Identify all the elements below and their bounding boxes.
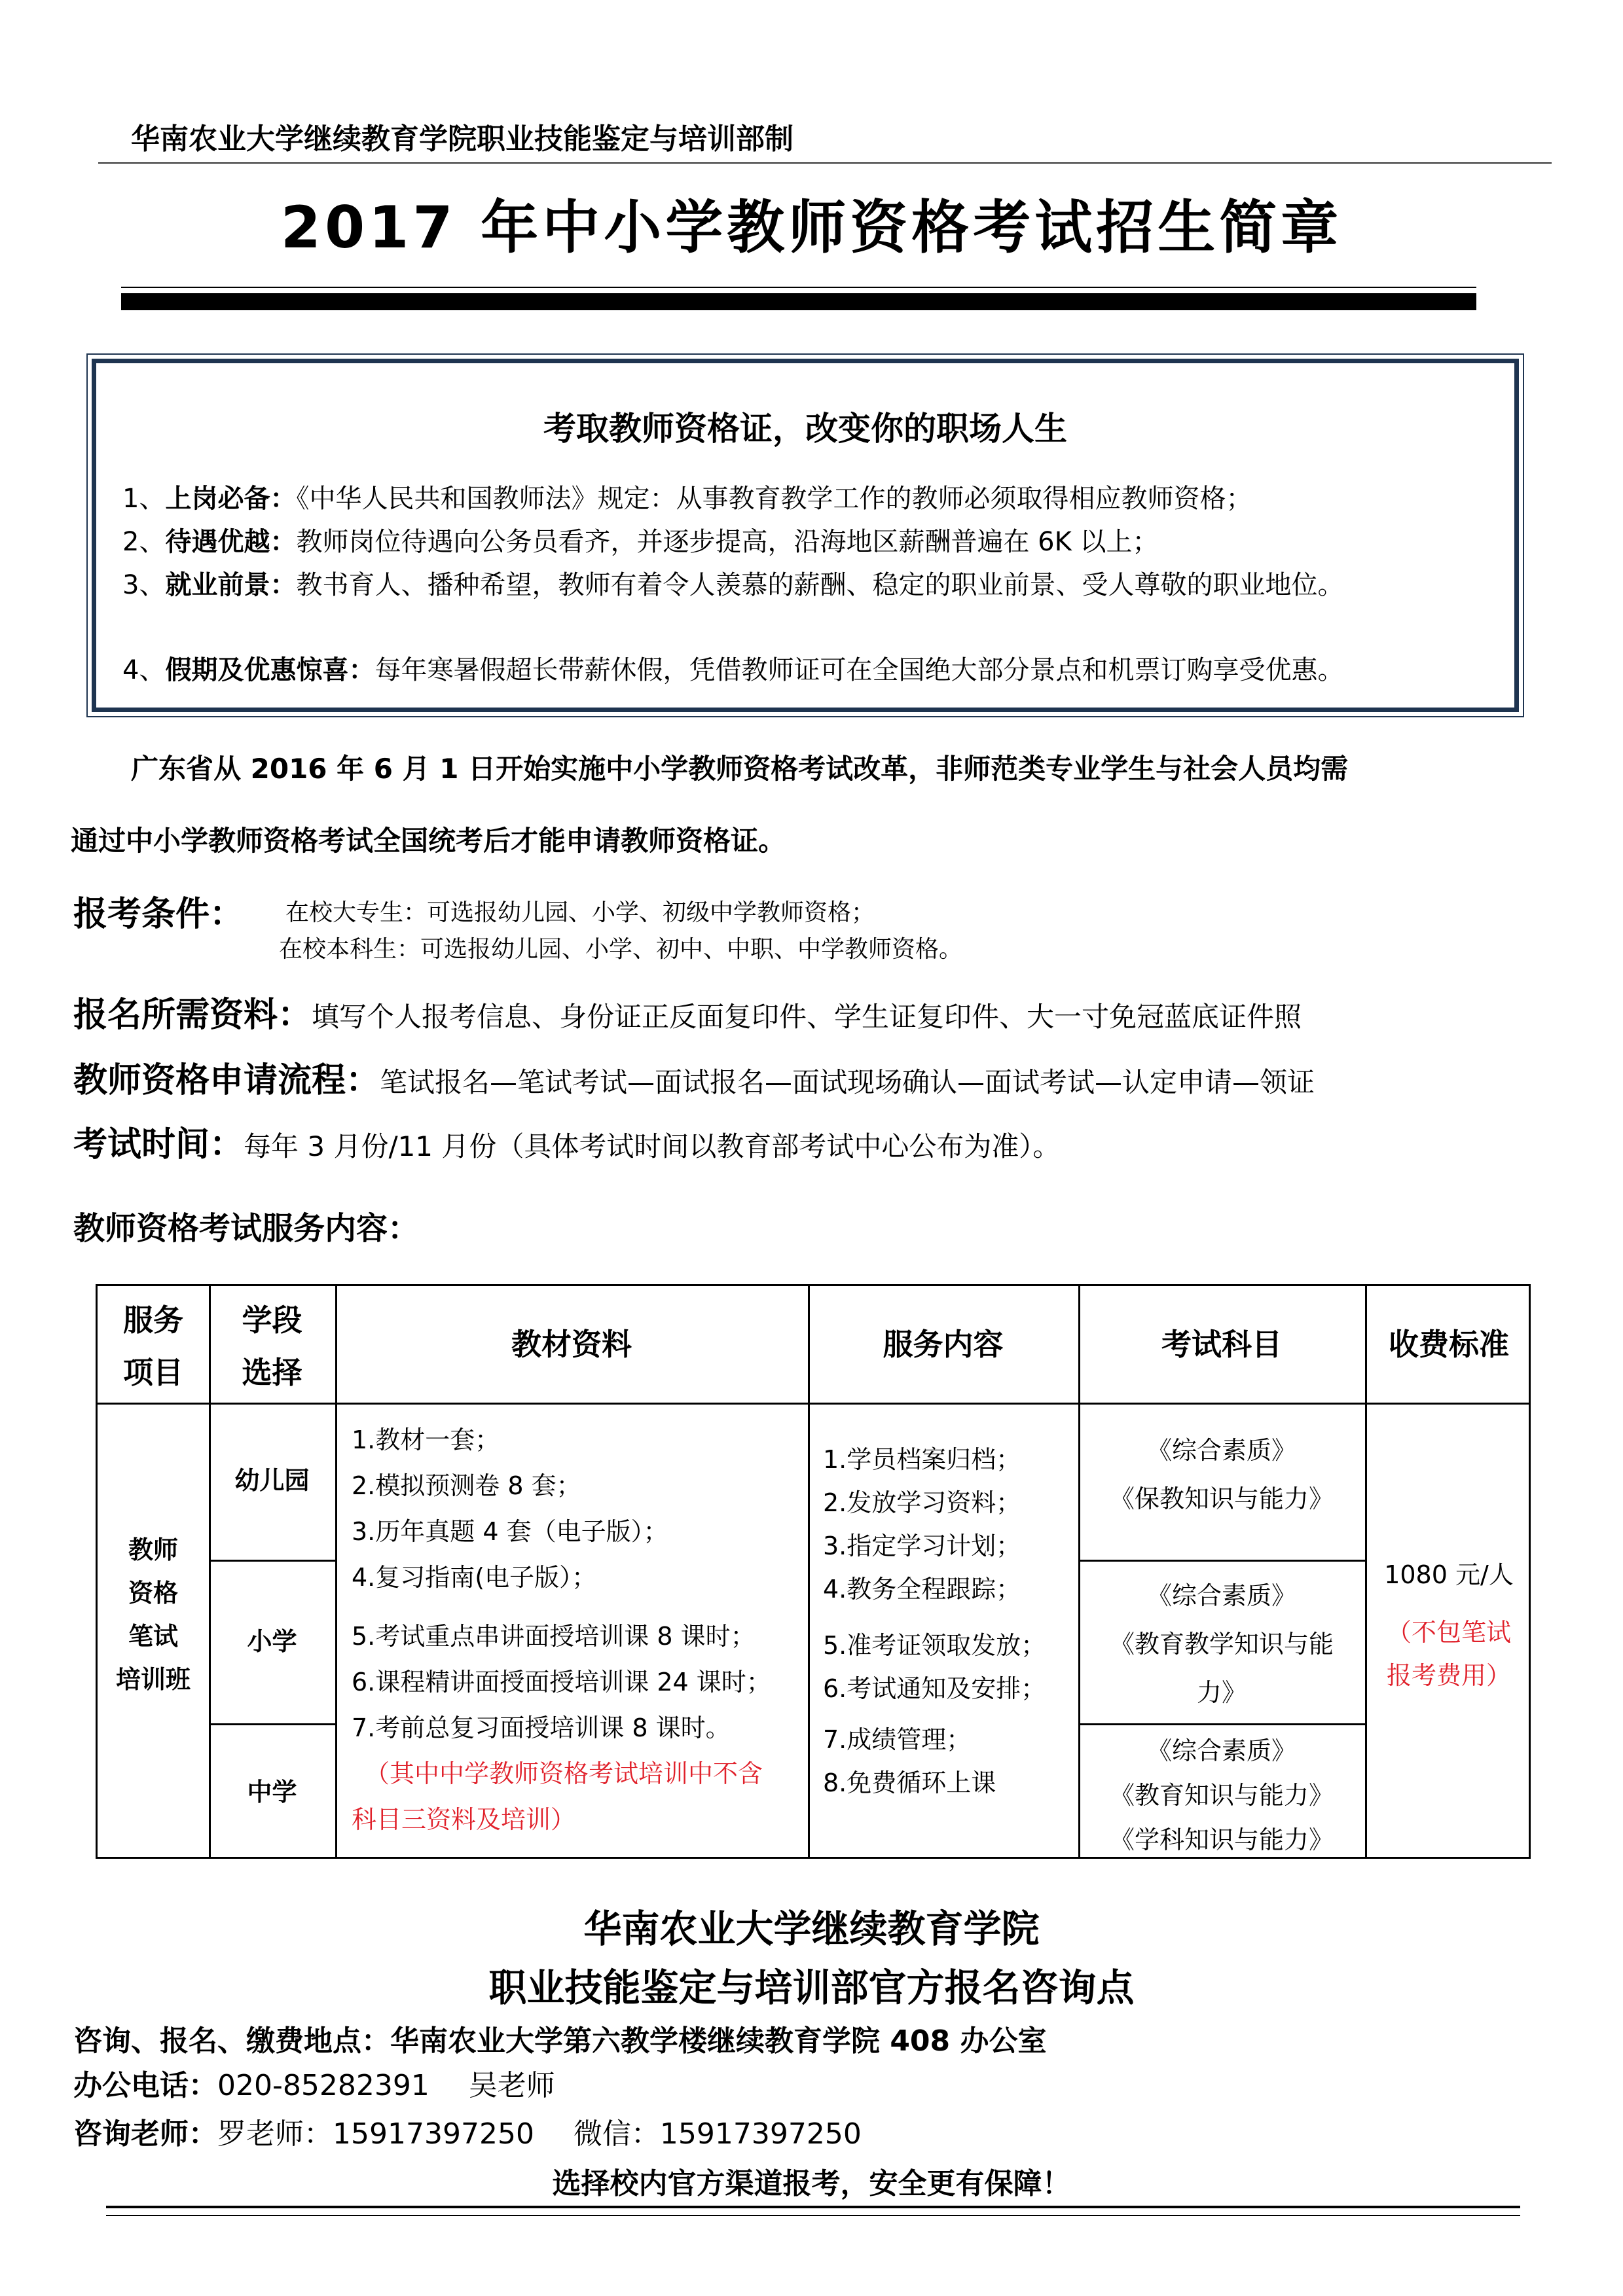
department-header: 华南农业大学继续教育学院职业技能鉴定与培训部制 [131, 122, 793, 156]
header-item-line: 服务 [123, 1302, 183, 1338]
materials-item: 1.教材一套； [352, 1426, 500, 1454]
service-item-line: 培训班 [115, 1665, 191, 1694]
materials-note: （其中中学教师资格考试培训中不含 [365, 1759, 763, 1788]
phone-label: 办公电话： [73, 2069, 217, 2102]
service-content-item: 6.考试通知及安排； [823, 1674, 1046, 1703]
footer-organization: 华南农业大学继续教育学院 [583, 1907, 1040, 1951]
wechat-value: 微信：15917397250 [573, 2117, 862, 2151]
subject-item: 《综合素质》 [1146, 1436, 1296, 1465]
exam-time-row [73, 1117, 1060, 1166]
service-content-item: 8.免费循环上课 [823, 1768, 996, 1797]
benefit-text: 《中华人民共和国教师法》规定：从事教育教学工作的教师必须取得相应教师资格； [296, 484, 1252, 514]
service-content-item: 5.准考证领取发放； [823, 1631, 1046, 1660]
benefit-item [122, 649, 1491, 692]
subject-item: 力》 [1196, 1678, 1247, 1707]
materials-item: 7.考前总复习面授培训课 8 课时。 [352, 1713, 731, 1742]
benefit-prefix: 4、 [122, 655, 166, 685]
header-item [98, 1294, 209, 1399]
materials-item: 4.复习指南(电子版）； [352, 1563, 597, 1592]
title-divider-thick [121, 293, 1476, 310]
materials-list [352, 1417, 803, 1842]
header-item-line: 项目 [123, 1355, 183, 1390]
fee-note [1365, 1611, 1533, 1697]
stage-kindergarten: 幼儿园 [234, 1466, 310, 1495]
benefit-text: 教书育人、播种希望，教师有着令人羡慕的薪酬、稳定的职业前景、受人尊敬的职业地位。 [296, 570, 1344, 600]
materials-text: 填写个人报考信息、身份证正反面复印件、学生证复印件、大一寸免冠蓝底证件照 [312, 1001, 1302, 1033]
header-fee: 收费标准 [1389, 1327, 1509, 1362]
advisor-label: 咨询老师： [73, 2117, 217, 2151]
footer-department: 职业技能鉴定与培训部官方报名咨询点 [488, 1965, 1135, 2010]
materials-label: 报名所需资料： [73, 996, 312, 1035]
process-row [73, 1052, 1315, 1102]
subject-item: 《综合素质》 [1146, 1736, 1296, 1765]
service-content-item: 2.发放学习资料； [823, 1488, 1021, 1517]
exam-time-label: 考试时间： [73, 1125, 244, 1164]
header-content: 服务内容 [883, 1327, 1004, 1362]
fee-amount: 1080 元/人 [1384, 1560, 1514, 1589]
benefit-item [122, 477, 1491, 520]
footer-divider-thick [106, 2206, 1520, 2208]
fee-note-line: 报考费用） [1386, 1661, 1511, 1690]
subjects-primary [1078, 1571, 1365, 1717]
materials-item: 3.历年真题 4 套（电子版）； [352, 1517, 668, 1546]
service-item-line: 资格 [128, 1579, 178, 1607]
title-divider-thin [121, 287, 1476, 288]
service-heading: 教师资格考试服务内容： [73, 1210, 420, 1247]
footer-divider-thin [106, 2215, 1520, 2216]
subjects-secondary [1078, 1729, 1365, 1862]
subject-item: 《综合素质》 [1146, 1581, 1296, 1610]
service-table [96, 1284, 1531, 1859]
service-content-list [823, 1438, 1078, 1804]
address-label: 咨询、报名、缴费地点： [73, 2024, 390, 2058]
benefits-box [92, 359, 1519, 712]
exam-time-text: 每年 3 月份/11 月份（具体考试时间以教育部考试中心公布为准）。 [244, 1130, 1061, 1162]
address-value: 华南农业大学第六教学楼继续教育学院 408 办公室 [390, 2024, 1047, 2058]
materials-item: 6.课程精讲面授面授培训课 24 课时； [352, 1668, 771, 1696]
materials-item: 5.考试重点串讲面授培训课 8 课时； [352, 1622, 756, 1651]
advisor-value: 罗老师：15917397250 [217, 2117, 534, 2151]
requirements-line-1: 在校大专生：可选报幼儿园、小学、初级中学教师资格； [285, 899, 875, 926]
subject-item: 《教育知识与能力》 [1109, 1781, 1334, 1810]
benefit-prefix: 1、 [122, 484, 166, 514]
header-stage-line: 选择 [242, 1355, 302, 1390]
requirements-label: 报考条件： [73, 895, 244, 934]
process-label: 教师资格申请流程： [73, 1061, 380, 1100]
benefit-prefix: 3、 [122, 570, 166, 600]
service-content-item: 3.指定学习计划； [823, 1532, 1021, 1560]
table-header-divider [98, 1403, 1529, 1405]
table-divider [808, 1286, 810, 1857]
intro-line-1: 广东省从 2016 年 6 月 1 日开始实施中小学教师资格考试改革，非师范类专业学生与社会人员均需 [131, 753, 1349, 785]
service-item-line: 教师 [128, 1535, 178, 1564]
subjects-kindergarten [1078, 1426, 1365, 1523]
service-content-item: 4.教务全程跟踪； [823, 1575, 1021, 1604]
benefit-label: 就业前景： [165, 570, 297, 600]
subject-item: 《学科知识与能力》 [1109, 1825, 1334, 1854]
table-row-divider [1078, 1723, 1365, 1725]
subject-item: 《保教知识与能力》 [1109, 1484, 1334, 1513]
benefit-text: 教师岗位待遇向公务员看齐，并逐步提高，沿海地区薪酬普遍在 6K 以上； [296, 527, 1159, 557]
benefit-item [122, 564, 1491, 607]
header-stage [209, 1294, 335, 1399]
footer-advisor [73, 2110, 862, 2152]
stage-primary: 小学 [247, 1627, 297, 1656]
materials-item: 2.模拟预测卷 8 套； [352, 1471, 581, 1500]
service-item-line: 笔试 [128, 1622, 178, 1651]
footer-phone [73, 2062, 555, 2104]
table-row-divider [209, 1560, 335, 1562]
phone-contact: 吴老师 [468, 2069, 555, 2102]
benefit-text: 每年寒暑假超长带薪休假，凭借教师证可在全国绝大部分景点和机票订购享受优惠。 [374, 655, 1344, 685]
subject-item: 《教育教学知识与能 [1109, 1630, 1334, 1659]
table-divider [335, 1286, 337, 1857]
requirements-line-2: 在校本科生：可选报幼儿园、小学、初中、中职、中学教师资格。 [279, 936, 963, 963]
table-row-divider [1078, 1560, 1365, 1562]
benefit-label: 假期及优惠惊喜： [165, 655, 375, 685]
table-row-divider [209, 1723, 335, 1725]
benefit-label: 上岗必备： [165, 484, 297, 514]
benefit-label: 待遇优越： [165, 527, 297, 557]
service-content-item: 1.学员档案归档； [823, 1445, 1021, 1474]
service-content-item: 7.成绩管理； [823, 1725, 972, 1754]
intro-line-2: 通过中小学教师资格考试全国统考后才能申请教师资格证。 [71, 825, 786, 857]
header-subjects: 考试科目 [1161, 1327, 1282, 1362]
footer-slogan: 选择校内官方渠道报考，安全更有保障！ [552, 2167, 1071, 2200]
benefits-title: 考取教师资格证，改变你的职场人生 [543, 409, 1067, 448]
header-materials: 教材资料 [511, 1327, 632, 1362]
stage-secondary: 中学 [247, 1778, 297, 1806]
header-divider [98, 162, 1552, 164]
benefit-item [122, 520, 1491, 564]
materials-row [73, 987, 1302, 1036]
process-text: 笔试报名—笔试考试—面试报名—面试现场确认—面试考试—认定申请—领证 [380, 1066, 1315, 1098]
benefit-prefix: 2、 [122, 527, 166, 557]
service-item-name [98, 1528, 209, 1701]
page-title: 2017 年中小学教师资格考试招生简章 [280, 194, 1343, 261]
fee-note-line: （不包笔试 [1386, 1618, 1511, 1647]
header-stage-line: 学段 [242, 1302, 302, 1338]
phone-value: 020-85282391 [217, 2069, 429, 2102]
footer-address [73, 2017, 1046, 2059]
materials-note: 科目三资料及培训） [352, 1805, 576, 1834]
